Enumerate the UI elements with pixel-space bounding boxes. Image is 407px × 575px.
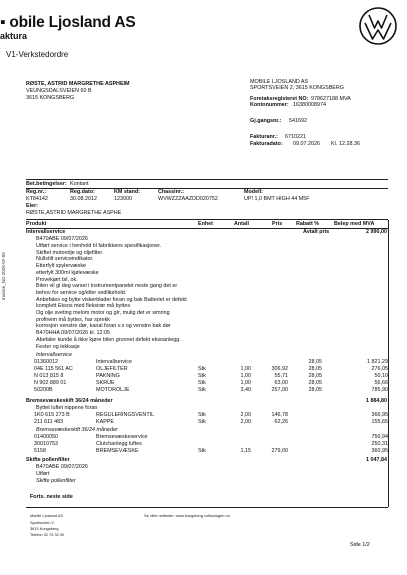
description-line: etterfylt 300ml kjølevæske (36, 269, 99, 276)
line-total: 1 821,29 (367, 359, 388, 365)
description-line: komplett Eksos med fleksirør må byttes (36, 303, 131, 310)
vehicle-header-model: Modell: (244, 189, 263, 195)
description-line: korrosjon venstre dør, kanal foran v.s og venstre bak dør (36, 323, 171, 330)
section-interval-title: Intervallservice (26, 229, 66, 235)
line-total: 50,10 (374, 373, 388, 379)
line-total: 155,65 (371, 419, 388, 425)
vehicle-regnr: KT84142 (26, 196, 48, 202)
section-pollen-total: 1 047,84 (366, 457, 387, 463)
section-interval-sub: Intervallservice (36, 352, 72, 358)
line-unit: Stk (198, 380, 206, 386)
line-description: BREMSEVÆSKE (96, 448, 139, 454)
line-total: 360,95 (371, 448, 388, 454)
section-pollen-title: Skifte pollenfilter (26, 457, 70, 463)
line-code: 01360012 (34, 359, 58, 365)
line-description: Clutchanlegg luftes (96, 441, 142, 447)
line-qty: 1,15 (240, 448, 251, 454)
footer-company-line-3: 3615 Kongsberg (30, 526, 59, 531)
col-total: Belep med MVA (334, 221, 375, 227)
line-price: 146,78 (271, 412, 288, 418)
description-line: Etterfylt spylervæske (36, 263, 87, 270)
footer-company-line-1: Mobile Ljosland AS (30, 513, 64, 518)
section-brake-sub: Bremsevæskeskift 36/24 måneder (36, 427, 118, 433)
invoice-number-value: 6710221 (285, 134, 306, 140)
line-total: 785,90 (371, 387, 388, 393)
section-pollen-ref: B470ABE 09/07/2026 (36, 464, 88, 470)
vehicle-header-km: KM stand: (114, 189, 141, 195)
line-discount: 28,05 (308, 359, 322, 365)
line-description: MOTOROLJE (96, 387, 130, 393)
section-interval-agreed-label: Avtalt pris (303, 229, 330, 235)
line-qty: 2,00 (240, 412, 251, 418)
vehicle-model: UP! 1,0 BMT HIGH 44 M5F (244, 196, 310, 202)
owner-label: Eier: (26, 203, 38, 209)
line-description: Intervallservice (96, 359, 132, 365)
section-interval-total: 2 990,00 (366, 229, 387, 235)
seller-address: SPORTSVEIEN 2, 3615 KONGSBERG (250, 85, 344, 91)
line-total: 366,95 (371, 412, 388, 418)
customer-street: VEUNGSDALSVEIEN 60 B (26, 88, 92, 94)
invoice-number-label: Fakturanr.: (250, 134, 278, 140)
description-line: B470HHA 09/07/2026 kl. 12:05 (36, 330, 111, 337)
table-row (26, 434, 388, 441)
line-unit: Stk (198, 373, 206, 379)
seller-name: MOBILE LJOSLAND AS (250, 79, 309, 85)
line-code: N 013 815 8 (34, 373, 64, 379)
footer-company-line-2: Sportsveien 2 (30, 520, 54, 525)
vehicle-regdato: 30.08.2012 (70, 196, 97, 202)
description-line: Skiftet motorolje og oljefilter. (36, 249, 104, 256)
line-unit: Stk (198, 387, 206, 393)
line-price: 63,00 (274, 380, 288, 386)
line-discount: 28,05 (308, 387, 322, 393)
description-line: Anbefales og bytte viskerblader foran og bak Batteriet er defekt (36, 296, 187, 303)
invoice-time-value: 12.28.36 (339, 141, 360, 147)
vehicle-header-chassis: Chassinr.: (158, 189, 185, 195)
footer-web-link[interactable]: Se våre nettsider: www.kongsberg.volkswagen.no (144, 513, 230, 518)
description-line: Bilen vil gi deg varsel i instrumentpanelet neste gang det er (36, 283, 178, 290)
vehicle-header-regdato: Reg.dato: (70, 189, 95, 195)
line-unit: Stk (198, 419, 206, 425)
col-price: Pris (272, 221, 283, 227)
pass-value: 541692 (289, 118, 307, 124)
vehicle-km: 123000 (114, 196, 132, 202)
line-description: OLJEFILTER (96, 366, 128, 372)
line-description: Bremsevæskeservice (96, 434, 148, 440)
line-code: 5158 (34, 448, 46, 454)
line-unit: Stk (198, 448, 206, 454)
col-unit: Enhet (198, 221, 213, 227)
line-total: 750,94 (371, 434, 388, 440)
line-code: 30010753 (34, 441, 58, 447)
description-line: behov for service og/eller vedlikehold. (36, 289, 127, 296)
customer-name: RØSTE, ASTRID MARGRETHE ASPHEIM (26, 81, 130, 87)
line-discount: 28,05 (308, 373, 322, 379)
line-total: 56,66 (374, 380, 388, 386)
line-discount: 28,05 (308, 366, 322, 372)
table-row (26, 366, 388, 373)
col-discount: Rabatt % (296, 221, 320, 227)
payment-terms-label: Bet.betingelser: (26, 181, 67, 187)
table-row (26, 359, 388, 366)
line-price: 279,00 (271, 448, 288, 454)
vehicle-chassis: WVWZZZAAZDD020752 (158, 196, 218, 202)
line-qty: 2,00 (240, 419, 251, 425)
line-description: PAKNING (96, 373, 120, 379)
invoice-time-label: Kl. (331, 141, 338, 147)
vw-logo-icon (358, 6, 398, 46)
org-label: Foretaksregisteret NO: (250, 96, 309, 102)
table-row (26, 419, 388, 426)
line-description: SKRUE (96, 380, 115, 386)
pass-label: Gj.gangsnr.: (250, 118, 282, 124)
line-code: 211 611 483 (34, 419, 64, 425)
description-line: profireim må byttes, har sprekk (36, 316, 110, 323)
line-description: KAPPE (96, 419, 114, 425)
line-code: N 902 889 01 (34, 380, 67, 386)
table-row (26, 373, 388, 380)
table-row (26, 387, 388, 394)
table-row (26, 412, 388, 419)
description-line: Provekjørt bil, ok. (36, 276, 78, 283)
table-row (26, 441, 388, 448)
invoice-date-label: Fakturadato: (250, 141, 283, 147)
owner-value: RØSTE,ASTRID MARGRETHE ASPHE (26, 210, 122, 216)
line-total: 250,31 (371, 441, 388, 447)
invoice-date-value: 09.07.2026 (293, 141, 320, 147)
line-price: 257,00 (271, 387, 288, 393)
section-brake-note: Byttet luftet nippene foran (36, 405, 98, 411)
line-qty: 1,00 (240, 366, 251, 372)
line-code: 50200B (34, 387, 53, 393)
description-line: Abefaler kunde å ikke kjøre bilen grunnet defekt eksoanlegg. (36, 336, 181, 343)
line-qty: 3,40 (240, 387, 251, 393)
company-title: ▪ obile Ljosland AS (0, 14, 136, 31)
customer-city: 3615 KONGSBERG (26, 95, 75, 101)
vehicle-header-regnr: Reg.nr.: (26, 189, 47, 195)
continued-note: Forts. neste side (30, 494, 73, 500)
section-brake-title: Bremsevæskeskift 36/24 måneder (26, 398, 113, 404)
page-number: Side 1/2 (350, 542, 370, 548)
line-unit: Stk (198, 366, 206, 372)
col-qty: Antall (234, 221, 249, 227)
description-line: Fester og lekkasje (36, 343, 80, 350)
line-price: 306,92 (271, 366, 288, 372)
section-pollen-desc: Utført (36, 471, 50, 477)
table-row (26, 380, 388, 387)
line-unit: Stk (198, 412, 206, 418)
footer-company-line-4: Telefon 32 76 32 00 (30, 532, 65, 537)
line-code: 04E 115 561 AC (34, 366, 73, 372)
line-description: REGULERINGSVENTIL (96, 412, 155, 418)
payment-terms-value: Kontant (70, 181, 89, 187)
section-brake-total: 1 884,80 (366, 398, 387, 404)
section-pollen-sub: Skifte pollenfilter (36, 478, 76, 484)
line-qty: 1,00 (240, 380, 251, 386)
line-code: 1K0 615 273 B (34, 412, 70, 418)
section-interval-ref: B470ABE 09/07/2026 (36, 236, 88, 242)
description-line: Utført service i henhold til fabrikkens spesifikasjoner. (36, 243, 162, 249)
account-label: Kontonummer: (250, 102, 289, 108)
org-value: 978627188 MVA (311, 96, 351, 102)
side-reference: Invoice_NO 2026-07-09 (1, 252, 6, 300)
document-subtitle: aktura (0, 31, 28, 41)
col-product: Produkt (26, 221, 47, 227)
line-total: 276,05 (371, 366, 388, 372)
line-qty: 1,00 (240, 373, 251, 379)
account-value: 16380008974 (293, 102, 326, 108)
description-line: Og olje sveting melom motor og gìr, mulig det er simring (36, 310, 170, 316)
line-discount: 28,05 (308, 380, 322, 386)
table-row (26, 448, 388, 455)
line-price: 55,71 (274, 373, 288, 379)
description-line: Nullstilt serviceindikator. (36, 256, 94, 263)
document-type: V1-Verkstedordre (6, 50, 69, 59)
line-code: 01400050 (34, 434, 58, 440)
line-price: 62,26 (274, 419, 288, 425)
